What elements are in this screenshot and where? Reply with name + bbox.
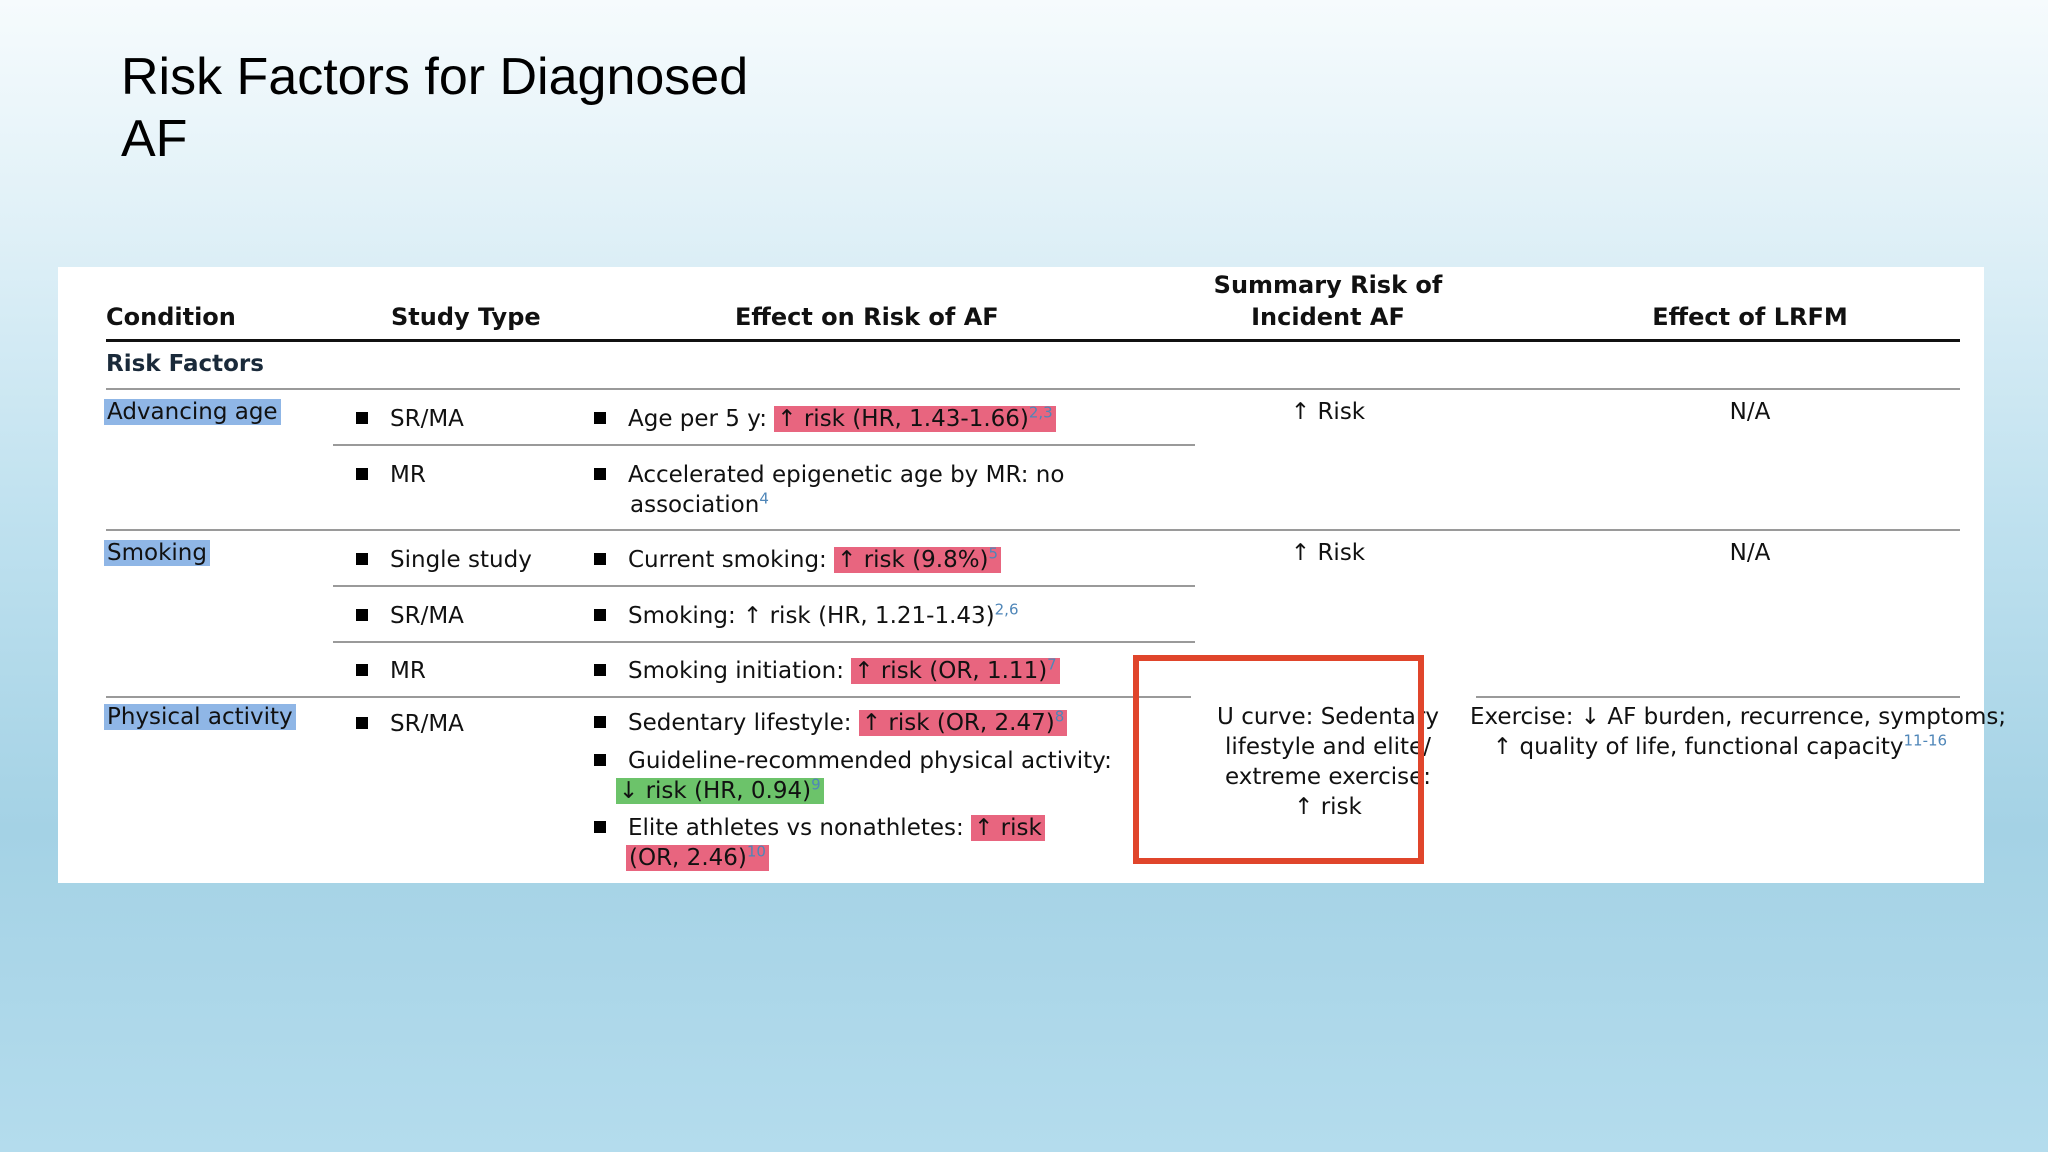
study-type-label: Single study [390,547,532,573]
bullet-icon [594,821,606,833]
row-divider [106,696,1191,698]
reference: 2,3 [1028,403,1053,422]
condition-advancing-age [104,397,281,427]
summary-line: extreme exercise: [1224,764,1431,790]
effect-cell [594,746,1112,776]
condition-label: Advancing age [104,399,281,425]
lrfm-line [1470,732,1970,762]
effect-highlight-text: (OR, 2.46) [629,845,747,871]
study-type-label: MR [390,658,426,684]
effect-highlight-text: ↑ risk (OR, 2.47) [861,710,1055,736]
header-effect: Effect on Risk of AF [735,303,999,331]
effect-highlight [626,842,769,871]
slide-title-line-2: AF [121,110,188,168]
effect-highlight [774,403,1055,432]
summary-risk: ↑ Risk [1290,399,1366,425]
row-divider [1476,696,1960,698]
study-type-cell [356,656,426,686]
bullet-icon [594,412,606,424]
effect-cell [594,708,1067,738]
header-summary-line-2: Incident AF [1251,303,1405,331]
effect-highlight [834,544,1001,573]
bullet-icon [594,468,606,480]
condition-physical-activity [104,702,296,732]
study-type-label: SR/MA [390,406,464,432]
header-rule [106,339,1960,342]
study-type-cell [356,404,464,434]
reference: 10 [746,842,766,861]
header-lrfm: Effect of LRFM [1652,303,1848,331]
slide-title [121,46,748,170]
subrow-divider [333,641,1195,643]
effect-cell [594,656,1060,686]
summary-risk: ↑ Risk [1290,540,1366,566]
effect-continuation [626,843,769,873]
bullet-icon [356,609,368,621]
reference: 5 [988,544,999,563]
effect-text: Age per 5 y: [628,406,775,432]
effect-highlight [859,707,1067,736]
reference: 4 [759,489,769,508]
condition-label: Smoking [104,540,210,566]
effect-cell [594,404,1056,434]
effect-text: Sedentary lifestyle: [628,710,859,736]
effect-text: Elite athletes vs nonathletes: [628,815,972,841]
reference: 11-16 [1903,731,1948,750]
effect-continuation [630,490,769,520]
bullet-icon [356,468,368,480]
effect-highlight-text: ↑ risk (9.8%) [837,547,989,573]
callout-box [1133,655,1424,864]
slide-title-line-1: Risk Factors for Diagnosed [121,48,749,106]
risk-factor-table [58,267,2007,883]
reference: 7 [1047,655,1057,674]
study-type-label: SR/MA [390,711,464,737]
bullet-icon [356,664,368,676]
row-divider [106,529,1960,531]
effect-text: Accelerated epigenetic age by MR: no [628,462,1065,488]
bullet-icon [594,716,606,728]
effect-cell [594,460,1064,490]
effect-text: Smoking initiation: [628,658,852,684]
row-divider [106,388,1960,390]
effect-highlight [616,775,824,804]
effect-highlight-text: ↓ risk (HR, 0.94) [619,778,812,804]
effect-highlight-text: ↑ risk (HR, 1.43-1.66) [777,406,1029,432]
effect-cell [594,601,1019,631]
effect-cell [594,545,1001,575]
effect-text: Current smoking: [628,547,835,573]
condition-label: Physical activity [104,704,296,730]
bullet-icon [594,609,606,621]
section-risk-factors: Risk Factors [106,351,264,377]
study-type-cell [356,460,426,490]
reference: 9 [811,775,821,794]
subrow-divider [333,444,1195,446]
bullet-icon [594,664,606,676]
study-type-label: MR [390,462,426,488]
header-study-type: Study Type [391,303,541,331]
bullet-icon [594,754,606,766]
bullet-icon [594,553,606,565]
lrfm-value: N/A [1729,399,1771,425]
effect-text: association [630,492,760,518]
study-type-cell [356,545,532,575]
effect-highlight: ↑ risk [971,815,1045,841]
bullet-icon [356,553,368,565]
header-condition: Condition [106,303,236,331]
header-summary-line-1: Summary Risk of [1213,271,1443,299]
effect-text: Guideline-recommended physical activity: [628,748,1112,774]
subrow-divider [333,585,1195,587]
lrfm-text: ↑ quality of life, functional capacity [1492,734,1904,760]
reference: 8 [1054,707,1065,726]
summary-line: U curve: Sedentary [1217,704,1439,730]
effect-cell [594,813,1045,843]
effect-continuation [616,776,824,806]
effect-highlight-text: ↑ risk (OR, 1.11) [854,658,1048,684]
study-type-cell [356,601,464,631]
study-type-label: SR/MA [390,603,464,629]
summary-line: ↑ risk [1294,794,1362,820]
study-type-cell [356,709,464,739]
condition-smoking [104,538,210,568]
reference: 2,6 [994,600,1019,619]
lrfm-line: Exercise: ↓ AF burden, recurrence, symptoms; [1470,704,2007,730]
effect-text: Smoking: ↑ risk (HR, 1.21-1.43) [628,603,995,629]
lrfm-value: N/A [1729,540,1771,566]
summary-line: lifestyle and elite/ [1225,734,1431,760]
effect-highlight [851,655,1059,684]
bullet-icon [356,412,368,424]
bullet-icon [356,717,368,729]
